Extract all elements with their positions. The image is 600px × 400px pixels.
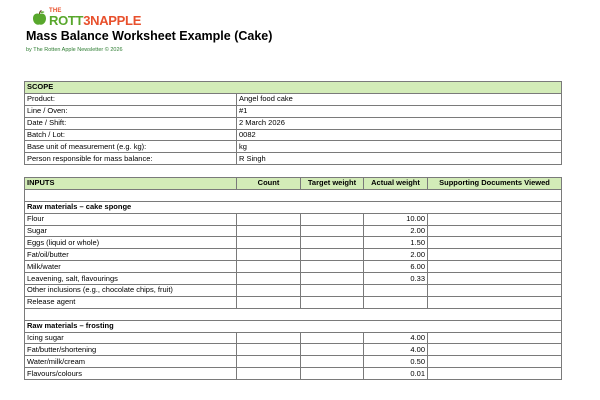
count-cell[interactable]: [237, 213, 301, 225]
count-cell[interactable]: [237, 237, 301, 249]
table-row: [25, 141, 562, 153]
scope-header: SCOPE: [25, 82, 562, 94]
target-weight-cell[interactable]: [301, 296, 364, 308]
table-row: [25, 249, 562, 261]
table-row: [25, 93, 562, 105]
page-title: Mass Balance Worksheet Example (Cake): [26, 29, 273, 43]
table-row: [25, 213, 562, 225]
count-cell[interactable]: [237, 273, 301, 285]
section-row: [25, 201, 562, 213]
supporting-docs-cell[interactable]: [428, 332, 562, 344]
table-row: [25, 285, 562, 297]
table-row: [25, 225, 562, 237]
supporting-docs-cell[interactable]: [428, 368, 562, 380]
actual-weight-cell[interactable]: 2.00: [364, 225, 428, 237]
target-weight-cell[interactable]: [301, 273, 364, 285]
material-name: Fat/butter/shortening: [25, 344, 237, 356]
scope-label: Person responsible for mass balance:: [25, 153, 237, 165]
target-weight-cell[interactable]: [301, 356, 364, 368]
actual-weight-cell[interactable]: 0.33: [364, 273, 428, 285]
scope-label: Date / Shift:: [25, 117, 237, 129]
scope-value[interactable]: 2 March 2026: [237, 117, 562, 129]
section-title-frosting: Raw materials – frosting: [25, 320, 562, 332]
count-cell[interactable]: [237, 356, 301, 368]
table-row: [25, 356, 562, 368]
table-row: [25, 344, 562, 356]
table-row: [25, 273, 562, 285]
actual-weight-cell[interactable]: 6.00: [364, 261, 428, 273]
material-name: Release agent: [25, 296, 237, 308]
byline: by The Rotten Apple Newsletter © 2026: [26, 47, 123, 53]
supporting-docs-cell[interactable]: [428, 237, 562, 249]
logo-name: ROTT3NAPPLE: [49, 13, 142, 28]
section-row: [25, 320, 562, 332]
spacer-cell: [25, 308, 562, 320]
target-weight-cell[interactable]: [301, 261, 364, 273]
spacer-row: [25, 308, 562, 320]
table-row: [25, 332, 562, 344]
table-row: [25, 105, 562, 117]
actual-weight-cell[interactable]: [364, 285, 428, 297]
count-cell[interactable]: [237, 344, 301, 356]
target-weight-header: Target weight: [301, 178, 364, 190]
inputs-header: INPUTS: [25, 178, 237, 190]
table-row: [25, 117, 562, 129]
scope-value[interactable]: #1: [237, 105, 562, 117]
count-cell[interactable]: [237, 249, 301, 261]
actual-weight-cell[interactable]: 2.00: [364, 249, 428, 261]
count-cell[interactable]: [237, 225, 301, 237]
target-weight-cell[interactable]: [301, 344, 364, 356]
count-cell[interactable]: [237, 296, 301, 308]
target-weight-cell[interactable]: [301, 213, 364, 225]
supporting-docs-cell[interactable]: [428, 261, 562, 273]
table-row: [25, 368, 562, 380]
actual-weight-cell[interactable]: 10.00: [364, 213, 428, 225]
material-name: Sugar: [25, 225, 237, 237]
scope-value[interactable]: kg: [237, 141, 562, 153]
material-name: Flour: [25, 213, 237, 225]
material-name: Eggs (liquid or whole): [25, 237, 237, 249]
actual-weight-cell[interactable]: 0.01: [364, 368, 428, 380]
target-weight-cell[interactable]: [301, 368, 364, 380]
inputs-table: [24, 177, 562, 380]
material-name: Other inclusions (e.g., chocolate chips, fruit): [25, 285, 237, 297]
actual-weight-cell[interactable]: 4.00: [364, 332, 428, 344]
target-weight-cell[interactable]: [301, 225, 364, 237]
scope-label: Base unit of measurement (e.g. kg):: [25, 141, 237, 153]
material-name: Fat/oil/butter: [25, 249, 237, 261]
table-row: [25, 261, 562, 273]
material-name: Milk/water: [25, 261, 237, 273]
scope-label: Batch / Lot:: [25, 129, 237, 141]
target-weight-cell[interactable]: [301, 237, 364, 249]
actual-weight-header: Actual weight: [364, 178, 428, 190]
table-row: [25, 129, 562, 141]
scope-value[interactable]: Angel food cake: [237, 93, 562, 105]
actual-weight-cell[interactable]: 1.50: [364, 237, 428, 249]
count-header: Count: [237, 178, 301, 190]
target-weight-cell[interactable]: [301, 332, 364, 344]
supporting-docs-cell[interactable]: [428, 296, 562, 308]
scope-value[interactable]: R Singh: [237, 153, 562, 165]
count-cell[interactable]: [237, 285, 301, 297]
count-cell[interactable]: [237, 332, 301, 344]
actual-weight-cell[interactable]: 0.50: [364, 356, 428, 368]
material-name: Water/milk/cream: [25, 356, 237, 368]
supporting-docs-cell[interactable]: [428, 356, 562, 368]
inputs-header-row: [25, 178, 562, 190]
material-name: Flavours/colours: [25, 368, 237, 380]
spacer-cell: [25, 189, 562, 201]
material-name: Leavening, salt, flavourings: [25, 273, 237, 285]
target-weight-cell[interactable]: [301, 285, 364, 297]
material-name: Icing sugar: [25, 332, 237, 344]
table-row: [25, 296, 562, 308]
actual-weight-cell[interactable]: [364, 296, 428, 308]
logo-the: THE: [49, 8, 62, 14]
scope-label: Line / Oven:: [25, 105, 237, 117]
supporting-docs-cell[interactable]: [428, 285, 562, 297]
spacer-row: [25, 189, 562, 201]
supporting-docs-cell[interactable]: [428, 273, 562, 285]
supporting-docs-cell[interactable]: [428, 213, 562, 225]
supporting-docs-cell[interactable]: [428, 344, 562, 356]
count-cell[interactable]: [237, 368, 301, 380]
supporting-docs-cell[interactable]: [428, 225, 562, 237]
scope-table: [24, 81, 562, 165]
target-weight-cell[interactable]: [301, 249, 364, 261]
actual-weight-cell[interactable]: 4.00: [364, 344, 428, 356]
count-cell[interactable]: [237, 261, 301, 273]
table-row: [25, 237, 562, 249]
apple-icon: [32, 10, 47, 26]
section-title-sponge: Raw materials – cake sponge: [25, 201, 562, 213]
scope-value[interactable]: 0082: [237, 129, 562, 141]
supporting-docs-header: Supporting Documents Viewed: [428, 178, 562, 190]
table-row: [25, 153, 562, 165]
scope-header-row: [25, 82, 562, 94]
scope-label: Product:: [25, 93, 237, 105]
supporting-docs-cell[interactable]: [428, 249, 562, 261]
